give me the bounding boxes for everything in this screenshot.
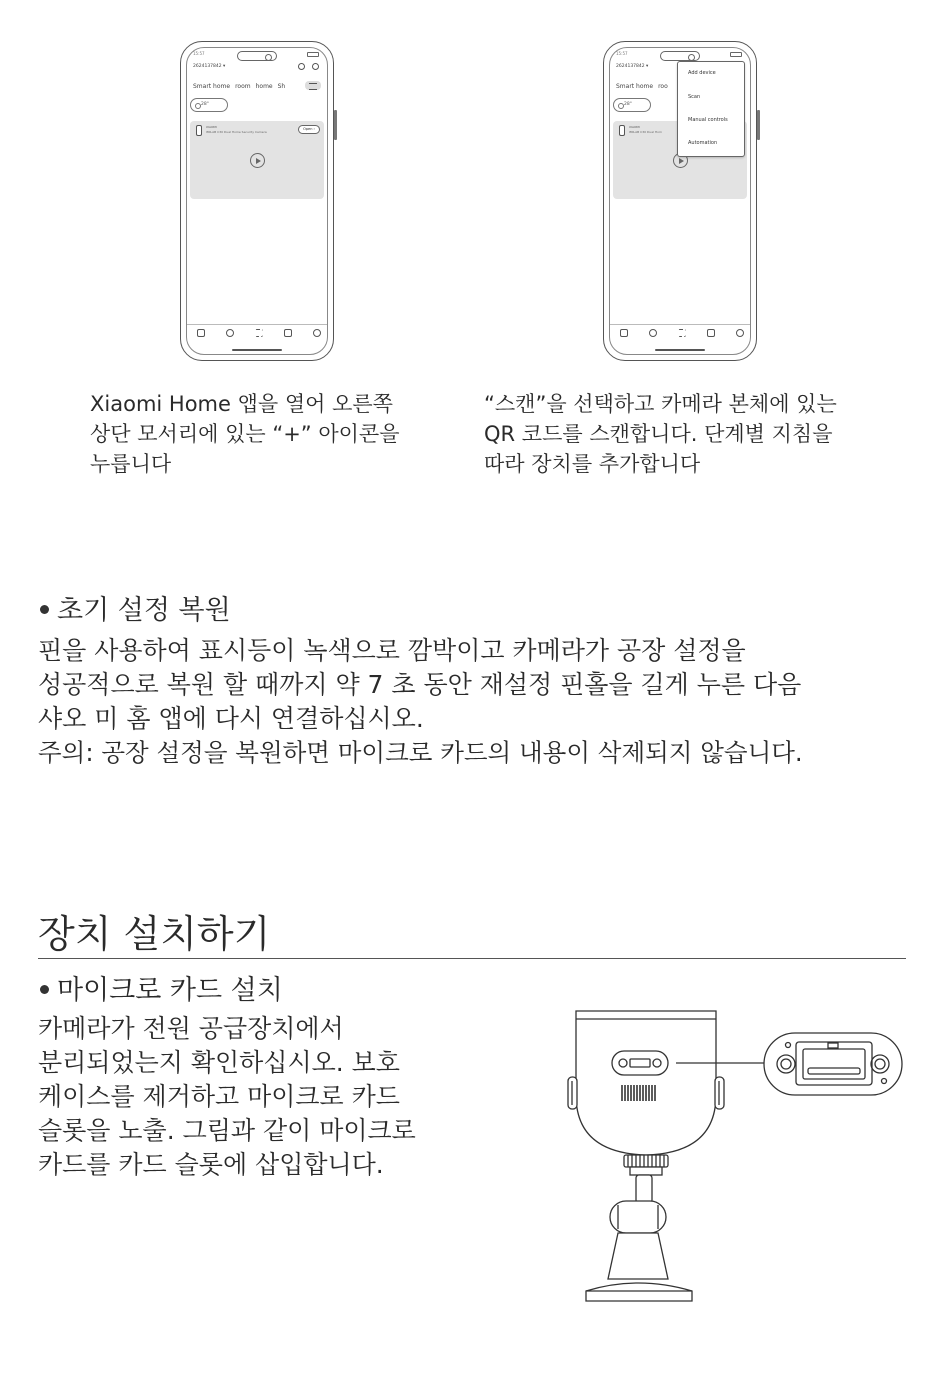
menu-item-automation[interactable]: Automation (688, 140, 718, 146)
menu-item-manual-controls[interactable]: Manual controls (688, 117, 728, 123)
device-brand: XIAOMI (206, 125, 217, 129)
device-model: IMILAB C30 Dual Home Security Camera (206, 130, 267, 134)
camera-icon (196, 125, 202, 136)
caption-line: 누릅니다 (90, 452, 172, 476)
phone-screen (609, 47, 751, 355)
menu-icon[interactable] (305, 81, 321, 90)
camera-notch (237, 51, 277, 61)
device-brand: XIAOMI (629, 125, 640, 129)
room-tabs (193, 83, 290, 90)
reset-line: 핀을 사용하여 표시등이 녹색으로 깜박이고 카메라가 공장 설정을 (38, 636, 746, 665)
caption-line: 따라 장치를 추가합니다 (484, 452, 701, 476)
camera-illustration (560, 1005, 910, 1305)
play-icon[interactable] (250, 153, 265, 168)
explore-nav-icon[interactable] (678, 329, 686, 337)
phone-screen (186, 47, 328, 355)
card-install-heading-text: 마이크로 카드 설치 (57, 975, 283, 1006)
install-line: 슬롯을 노출. 그림과 같이 마이크로 (38, 1116, 416, 1145)
add-menu-dropdown (677, 61, 745, 157)
tab-home[interactable]: home (255, 83, 273, 90)
open-button[interactable]: Open › (298, 125, 320, 134)
weather-temp: 28° (624, 102, 632, 107)
bottom-nav (610, 324, 750, 344)
reset-line: 샤오 미 홈 앱에 다시 연결하십시오. (38, 704, 424, 733)
smart-nav-icon[interactable] (649, 329, 657, 337)
caption-step-open-app (90, 389, 400, 479)
bottom-nav (187, 324, 327, 344)
device-model: IMILAB C30 Dual Hom (629, 130, 662, 134)
reset-paragraph (38, 634, 803, 770)
camera-notch (660, 51, 700, 61)
smart-nav-icon[interactable] (226, 329, 234, 337)
reset-line: 성공적으로 복원 할 때까지 약 7 초 동안 재설정 핀홀을 길게 누른 다음 (38, 670, 802, 699)
phone-side-button (334, 110, 337, 140)
home-nav-icon[interactable] (197, 329, 205, 337)
weather-temp: 28° (201, 102, 209, 107)
room-tabs (616, 83, 673, 90)
home-indicator (655, 349, 705, 351)
tab-room[interactable]: roo (658, 83, 668, 90)
tab-sh[interactable]: Sh (277, 83, 286, 90)
tab-smart-home[interactable]: Smart home (616, 83, 654, 90)
battery-icon (730, 52, 742, 57)
store-nav-icon[interactable] (284, 329, 292, 337)
install-line: 분리되었는지 확인하십시오. 보호 (38, 1048, 400, 1077)
account-id: 2624137842 ▾ (616, 64, 649, 69)
install-line: 카드를 카드 슬롯에 삽입합니다. (38, 1150, 384, 1179)
home-nav-icon[interactable] (620, 329, 628, 337)
status-time: 15:57 (616, 51, 628, 56)
caption-line: QR 코드를 스캔합니다. 단계별 지침을 (484, 422, 833, 446)
store-nav-icon[interactable] (707, 329, 715, 337)
bullet-dot (40, 985, 49, 994)
menu-item-scan[interactable]: Scan (688, 94, 701, 100)
battery-icon (307, 52, 319, 57)
home-indicator (232, 349, 282, 351)
profile-nav-icon[interactable] (313, 329, 321, 337)
weather-pill (613, 98, 651, 112)
status-time: 15:57 (193, 51, 205, 56)
phone-mockup-home (180, 41, 334, 361)
message-icon[interactable] (298, 63, 305, 70)
phone-side-button (757, 110, 760, 140)
add-icon[interactable] (312, 63, 319, 70)
card-install-heading (40, 968, 283, 1007)
reset-heading-text: 초기 설정 복원 (57, 595, 231, 626)
menu-item-add-device[interactable]: Add device (688, 70, 716, 76)
reset-warning: 주의: 공장 설정을 복원하면 마이크로 카드의 내용이 삭제되지 않습니다. (38, 738, 803, 767)
caption-step-scan (484, 389, 837, 479)
card-install-paragraph (38, 1012, 416, 1182)
bullet-dot (40, 605, 49, 614)
caption-line: “스캔”을 선택하고 카메라 본체에 있는 (484, 392, 837, 416)
install-line: 케이스를 제거하고 마이크로 카드 (38, 1082, 400, 1111)
camera-icon (619, 125, 625, 136)
phone-mockup-menu (603, 41, 757, 361)
tab-room[interactable]: room (235, 83, 251, 90)
weather-pill (190, 98, 228, 112)
caption-line: Xiaomi Home 앱을 열어 오른쪽 (90, 392, 393, 416)
reset-heading (40, 588, 231, 627)
device-card[interactable] (190, 121, 324, 199)
profile-nav-icon[interactable] (736, 329, 744, 337)
section-title: 장치 설치하기 (38, 912, 271, 956)
install-line: 카메라가 전원 공급장치에서 (38, 1014, 344, 1043)
caption-line: 상단 모서리에 있는 “+” 아이콘을 (90, 422, 400, 446)
tab-smart-home[interactable]: Smart home (193, 83, 231, 90)
explore-nav-icon[interactable] (255, 329, 263, 337)
account-id: 2624137842 ▾ (193, 64, 226, 69)
section-divider (38, 958, 906, 959)
